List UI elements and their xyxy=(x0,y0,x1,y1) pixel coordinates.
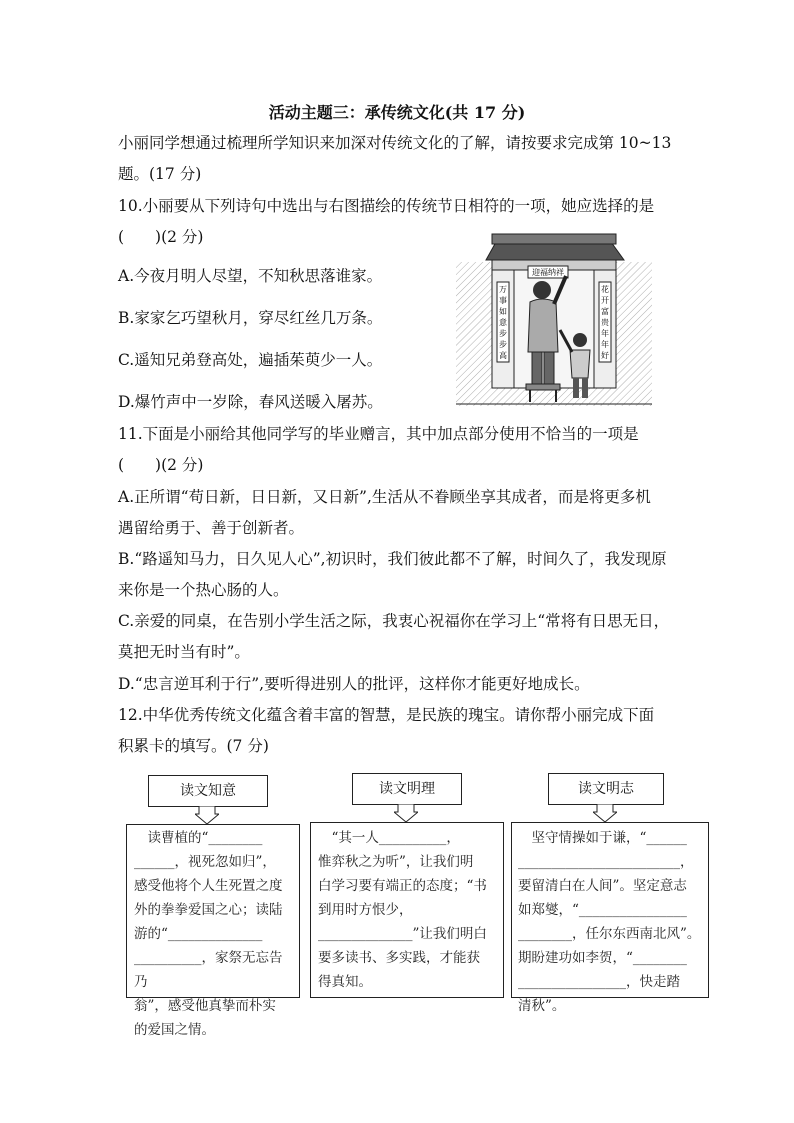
q10-option-c: C.遥知兄弟登高处，遍插茱萸少一人。 xyxy=(118,351,383,369)
card-3-line: 如郑燮，“________________ xyxy=(518,902,687,918)
card-3-line: 清秋”。 xyxy=(518,998,566,1014)
svg-text:高: 高 xyxy=(499,351,507,360)
card-1-line: 游的“______________ xyxy=(134,926,263,942)
card-2-arrow-icon xyxy=(394,804,418,822)
q11-option-c-line-2: 莫把无时当有时”。 xyxy=(118,643,250,661)
q10-stem-line-2: ( )(2 分) xyxy=(118,228,204,246)
q10-option-b: B.家家乞巧望秋月，穿尽红丝几万条。 xyxy=(118,309,383,327)
card-1-line: 的爱国之情。 xyxy=(134,1022,215,1038)
q10-option-a: A.今夜月明人尽望，不知秋思落谁家。 xyxy=(118,267,383,285)
card-2-line: ______________”让我们明白 xyxy=(318,926,487,942)
svg-text:如: 如 xyxy=(499,307,507,316)
card-3-line: 期盼建功如李贺，“________ xyxy=(518,950,687,966)
svg-text:开: 开 xyxy=(601,296,609,305)
card-2-line: 白学习要有端正的态度；“书 xyxy=(318,878,487,894)
card-3-line: ________________________， xyxy=(518,854,694,870)
q11-option-b-line-1: B.“路遥知马力，日久见人心”,初识时，我们彼此都不了解，时间久了，我发现原 xyxy=(118,550,667,568)
card-1-line: 翁”，感受他真挚而朴实 xyxy=(134,998,276,1014)
couplet-top: 迎福纳祥 xyxy=(532,268,564,277)
svg-text:步: 步 xyxy=(499,340,507,349)
card-3-text xyxy=(518,826,704,1018)
card-1-line: 读曹植的“________ xyxy=(134,830,263,846)
q11-stem-line-2: ( )(2 分) xyxy=(118,456,204,474)
card-2-header: 读文明理 xyxy=(352,773,462,805)
intro-line-2: 题。(17 分) xyxy=(118,165,202,183)
svg-text:贵: 贵 xyxy=(601,318,609,327)
card-3-arrow-icon xyxy=(593,804,617,822)
q11-option-a-line-2: 遇留给勇于、善于创新者。 xyxy=(118,519,305,537)
card-2-line: “其一人__________， xyxy=(318,830,460,846)
card-3-line: 坚守情操如于谦，“______ xyxy=(518,830,687,846)
svg-text:好: 好 xyxy=(601,351,609,360)
card-1-header: 读文知意 xyxy=(148,775,268,807)
card-2-line: 要多读书、多实践，才能获 xyxy=(318,950,480,966)
svg-text:万: 万 xyxy=(499,285,507,294)
svg-text:花: 花 xyxy=(601,285,609,294)
svg-text:步: 步 xyxy=(499,329,507,338)
svg-text:意: 意 xyxy=(499,318,507,327)
card-2-line: 得真知。 xyxy=(318,974,372,990)
svg-text:富: 富 xyxy=(601,307,609,316)
q11-option-b-line-2: 来你是一个热心肠的人。 xyxy=(118,581,289,599)
section-title: 活动主题三：承传统文化(共 17 分) xyxy=(268,103,526,122)
q11-stem-line-1: 11.下面是小丽给其他同学写的毕业赠言，其中加点部分使用不恰当的一项是 xyxy=(118,425,639,443)
spring-festival-illustration xyxy=(456,232,652,406)
card-1-line: ______，视死忽如归”， xyxy=(134,854,276,870)
card-1-line: __________，家祭无忘告乃 xyxy=(134,950,283,990)
card-3-header: 读文明志 xyxy=(548,773,664,805)
q11-option-d: D.“忠言逆耳利于行”,要听得进别人的批评，这样你才能更好地成长。 xyxy=(118,675,590,693)
q12-stem-line-1: 12.中华优秀传统文化蕴含着丰富的智慧，是民族的瑰宝。请你帮小丽完成下面 xyxy=(118,706,655,724)
card-3-line: ________，任尔东西南北风”。 xyxy=(518,926,701,942)
card-1-line: 感受他将个人生死置之度 xyxy=(134,878,283,894)
card-3-line: ________________，快走踏 xyxy=(518,974,680,990)
q10-option-d: D.爆竹声中一岁除，春风送暖入屠苏。 xyxy=(118,393,383,411)
card-2-line: 到用时方恨少， xyxy=(318,902,413,918)
q11-option-c-line-1: C.亲爱的同桌，在告别小学生活之际，我衷心祝福你在学习上“常将有日思无日， xyxy=(118,612,670,630)
card-1-line: 外的拳拳爱国之心；读陆 xyxy=(134,902,283,918)
card-1-text xyxy=(134,826,294,1042)
card-2-line: 惟弈秋之为听”，让我们明 xyxy=(318,854,474,870)
card-3-line: 要留清白在人间”。坚定意志 xyxy=(518,878,687,894)
intro-line-1: 小丽同学想通过梳理所学知识来加深对传统文化的了解，请按要求完成第 10~13 xyxy=(118,134,672,152)
q11-option-a-line-1: A.正所谓“苟日新，日日新，又日新”,生活从不眷顾坐享其成者，而是将更多机 xyxy=(118,488,651,506)
q10-stem-line-1: 10.小丽要从下列诗句中选出与右图描绘的传统节日相符的一项，她应选择的是 xyxy=(118,197,655,215)
svg-text:年: 年 xyxy=(601,329,609,338)
svg-text:事: 事 xyxy=(499,296,507,305)
svg-text:年: 年 xyxy=(601,340,609,349)
q12-stem-line-2: 积累卡的填写。(7 分) xyxy=(118,737,269,755)
card-1-arrow-icon xyxy=(195,806,219,824)
card-2-text xyxy=(318,826,498,994)
